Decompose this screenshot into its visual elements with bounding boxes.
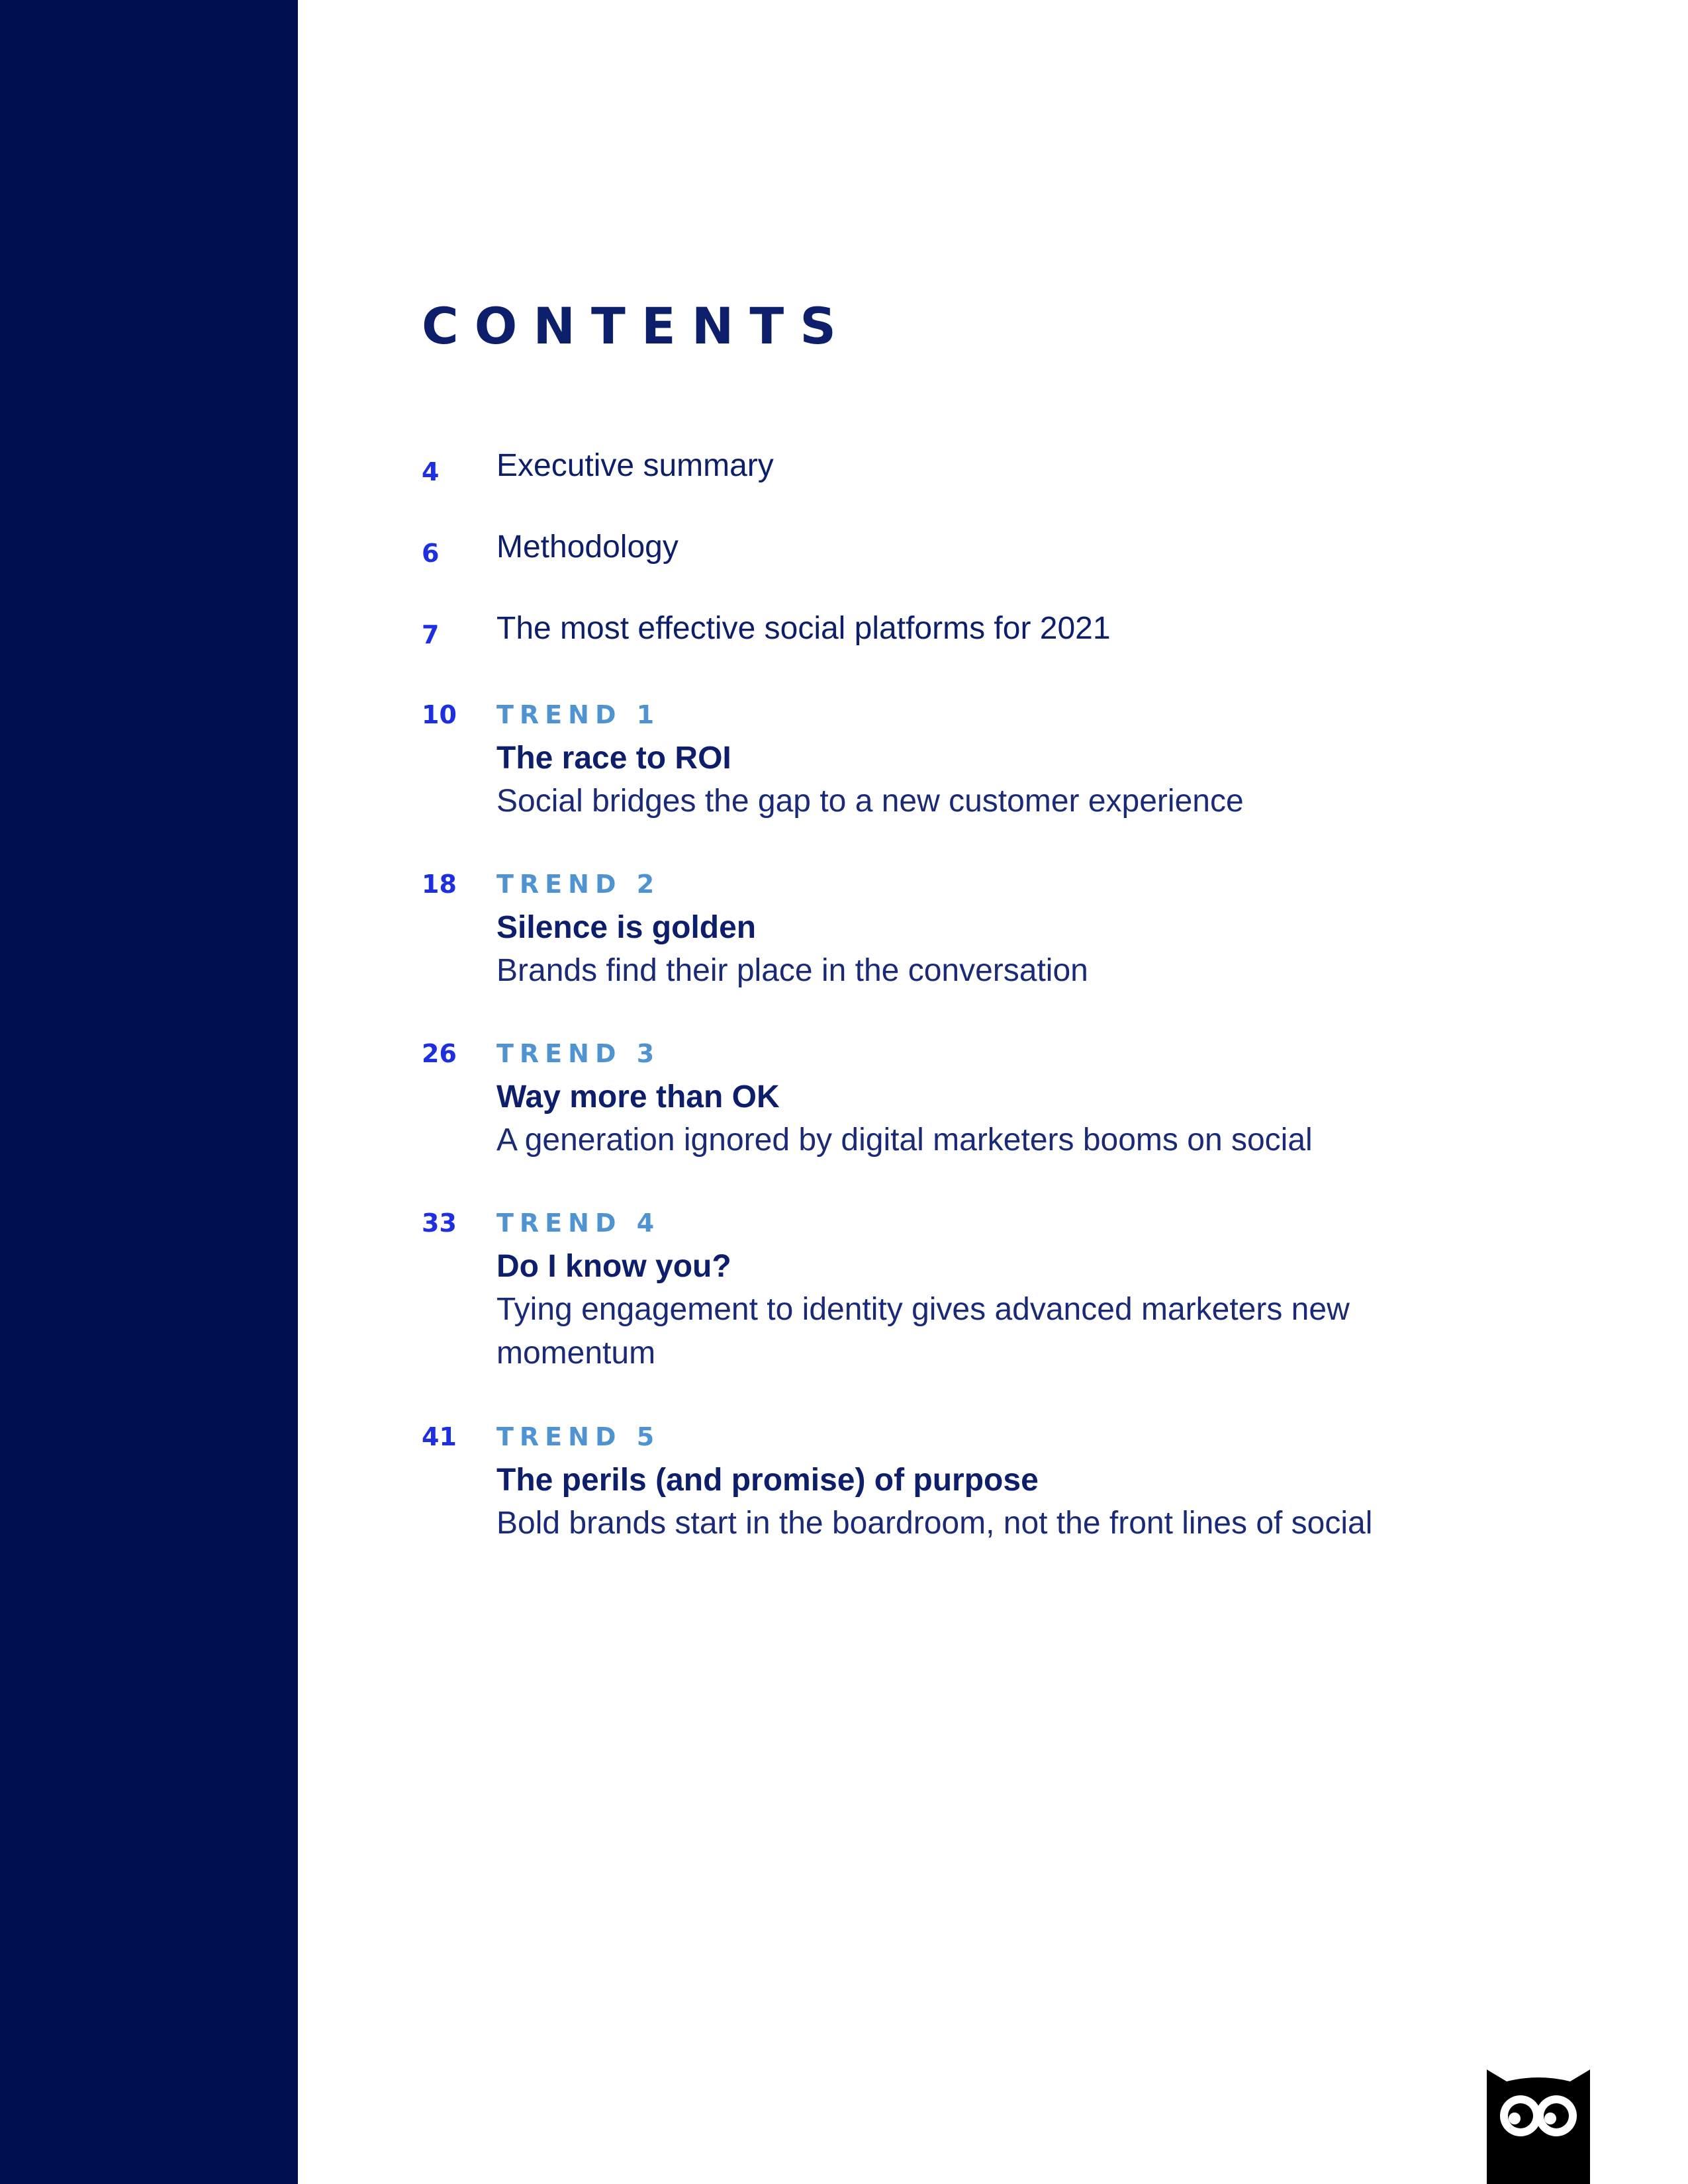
trend-title: Do I know you? <box>496 1249 731 1284</box>
sidebar-band <box>0 0 298 2184</box>
trend-subtitle: Bold brands start in the boardroom, not the front lines of social <box>496 1506 1373 1541</box>
trend-label: TREND 5 <box>496 1422 661 1451</box>
trend-label: TREND 2 <box>496 870 661 899</box>
trend-label: TREND 1 <box>496 700 661 729</box>
trend-subtitle: Social bridges the gap to a new customer experience <box>496 784 1244 819</box>
page-title: CONTENTS <box>422 296 852 355</box>
trend-title: Silence is golden <box>496 910 757 945</box>
page-number: 26 <box>422 1039 457 1068</box>
page-number: 6 <box>422 539 440 568</box>
toc-entry-title: The most effective social platforms for 2021 <box>496 611 1111 646</box>
page-number: 18 <box>422 870 457 899</box>
page-number: 10 <box>422 700 457 729</box>
trend-subtitle: Tying engagement to identity gives advanced marketers new momentum <box>496 1292 1350 1371</box>
trend-label: TREND 3 <box>496 1039 661 1068</box>
trend-subtitle: A generation ignored by digital marketers booms on social <box>496 1122 1313 1158</box>
trend-title: The perils (and promise) of purpose <box>496 1463 1039 1498</box>
toc-entry-title: Methodology <box>496 529 679 565</box>
trend-label: TREND 4 <box>496 1208 661 1238</box>
page-number: 41 <box>422 1422 457 1451</box>
trend-title: The race to ROI <box>496 741 731 776</box>
page-number: 4 <box>422 457 440 486</box>
trend-subtitle: Brands find their place in the conversation <box>496 953 1088 988</box>
page-number: 7 <box>422 620 440 649</box>
owl-icon <box>1485 2068 1591 2184</box>
toc-entry-title: Executive summary <box>496 448 774 483</box>
trend-title: Way more than OK <box>496 1079 780 1115</box>
page-number: 33 <box>422 1208 457 1238</box>
